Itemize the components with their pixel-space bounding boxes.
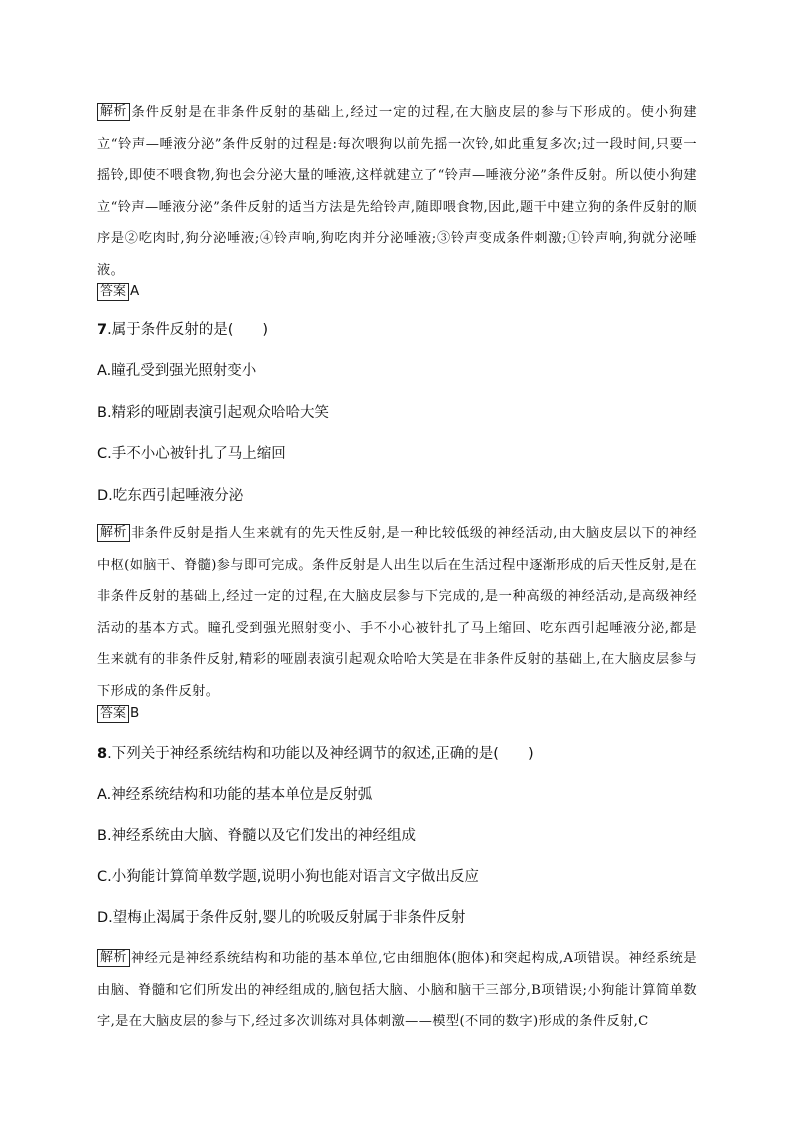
question-8-option-d: D.望梅止渴属于条件反射,婴儿的吮吸反射属于非条件反射 [97, 910, 466, 926]
explanation-q7 [97, 518, 697, 707]
answer-tag: 答案 [97, 283, 129, 301]
question-8-option-c: C.小狗能计算简单数学题,说明小狗也能对语言文字做出反应 [97, 869, 479, 885]
explanation-text: 非条件反射是指人生来就有的先天性反射,是一种比较低级的神经活动,由大脑皮层以下的神经中枢(如脑干、脊髓)参与即可完成。条件反射是人出生以后在生活过程中逐渐形成的后天性反射,是在非条件反射的基础上,经过一定的过程,在大脑皮层参与下完成的,是一种高级的神经活动,是高级神经活动的基本方式。瞳孔受到强光照射变小、手不小心被针扎了马上缩回、吃东西引起唾液分泌,都是生来就有的非条件反射,精彩的哑剧表演引起观众哈哈大笑是在非条件反射的基础上,在大脑皮层参与下形成的条件反射。 [97, 526, 697, 699]
question-8-stem [97, 744, 697, 764]
explanation-tag: 解析 [97, 949, 130, 967]
question-8-option-b: B.神经系统由大脑、脊髓以及它们发出的神经组成 [97, 828, 417, 844]
question-8-option-a: A.神经系统结构和功能的基本单位是反射弧 [97, 787, 373, 803]
question-7-option-d: D.吃东西引起唾液分泌 [97, 488, 244, 504]
explanation-q8 [97, 943, 697, 1038]
question-7-stem [97, 320, 697, 340]
explanation-q6 [97, 97, 697, 286]
question-number: 8 [97, 746, 108, 762]
explanation-text: 条件反射是在非条件反射的基础上,经过一定的过程,在大脑皮层的参与下形成的。使小狗建立“铃声—唾液分泌”条件反射的过程是:每次喂狗以前先摇一次铃,如此重复多次;过一段时间,只要一摇铃,即使不喂食物,狗也会分泌大量的唾液,这样就建立了“铃声—唾液分泌”条件反射。所以使小狗建立“铃声—唾液分泌”条件反射的适当方法是先给铃声,随即喂食物,因此,题干中建立狗的条件反射的顺序是②吃肉时,狗分泌唾液;④铃声响,狗吃肉并分泌唾液;③铃声变成条件刺激;①铃声响,狗就分泌唾液。 [97, 105, 697, 278]
answer-value: B [130, 705, 140, 721]
answer-q7 [97, 703, 697, 723]
answer-value: A [130, 283, 140, 299]
answer-tag: 答案 [97, 705, 129, 723]
question-7-option-c: C.手不小心被针扎了马上缩回 [97, 446, 286, 462]
question-7-option-b: B.精彩的哑剧表演引起观众哈哈大笑 [97, 405, 330, 421]
question-number: 7 [97, 322, 108, 338]
question-text: .下列关于神经系统结构和功能以及神经调节的叙述,正确的是( ) [107, 746, 534, 762]
explanation-tag: 解析 [97, 524, 130, 542]
explanation-tag: 解析 [97, 103, 130, 121]
answer-q6 [97, 281, 697, 301]
explanation-text: 神经元是神经系统结构和功能的基本单位,它由细胞体(胞体)和突起构成,A项错误。神经系统是由脑、脊髓和它们所发出的神经组成的,脑包括大脑、小脑和脑干三部分,B项错误;小狗能计算简单数字,是在大脑皮层的参与下,经过多次训练对具体刺激——模型(不同的数字)形成的条件反射,C [97, 951, 697, 1029]
question-7-option-a: A.瞳孔受到强光照射变小 [97, 363, 257, 379]
question-text: .属于条件反射的是( ) [107, 322, 269, 338]
